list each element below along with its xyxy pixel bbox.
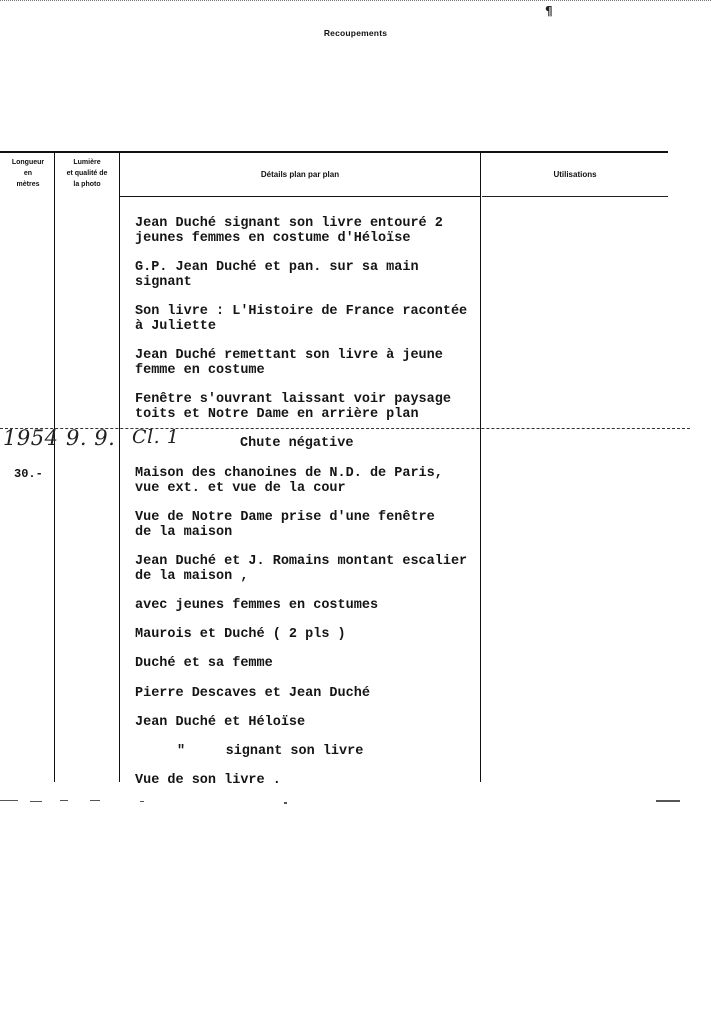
shot-entry: " signant son livre xyxy=(177,744,364,759)
shot-entry: avec jeunes femmes en costumes xyxy=(135,598,379,613)
chute-label: Chute négative xyxy=(240,436,354,451)
column-header-uses: Utilisations xyxy=(553,170,597,179)
shot-entry: Fenêtre s'ouvrant laissant voir paysage toits et Notre Dame en arrière plan xyxy=(135,392,451,422)
shot-entry: Maison des chanoines de N.D. de Paris, vue ext. et vue de la cour xyxy=(135,466,443,496)
header-underline-uses xyxy=(482,196,668,197)
shot-entry: Son livre : L'Histoire de France racontée à Juliette xyxy=(135,304,468,334)
corner-mark: ¶ xyxy=(545,4,553,18)
shot-entry: Jean Duché et Héloïse xyxy=(135,715,306,730)
column-divider-1 xyxy=(54,152,55,782)
page-title: Recoupements xyxy=(323,28,388,38)
shot-entry: Jean Duché remettant son livre à jeune femme en costume xyxy=(135,348,443,378)
header-underline xyxy=(120,196,480,197)
top-scan-edge xyxy=(0,0,711,7)
handwritten-clip: Cl. 1 xyxy=(132,426,180,448)
shot-entry: Jean Duché signant son livre entouré 2 jeunes femmes en costume d'Héloïse xyxy=(135,216,443,246)
shot-entry: Duché et sa femme xyxy=(135,656,273,671)
table-top-rule xyxy=(0,151,668,153)
handwritten-year: 1954 xyxy=(3,426,59,450)
column-header-length: Longueur en mètres xyxy=(11,159,45,188)
shot-entry: Jean Duché et J. Romains montant escalier de la maison , xyxy=(135,554,468,584)
column-divider-2 xyxy=(119,152,120,782)
shot-entry: Pierre Descaves et Jean Duché xyxy=(135,686,370,701)
shot-entry: G.P. Jean Duché et pan. sur sa main signant xyxy=(135,260,419,290)
shot-entry: Vue de son livre . xyxy=(135,773,281,788)
length-value: 30.- xyxy=(14,467,43,481)
shot-entry: Maurois et Duché ( 2 pls ) xyxy=(135,627,346,642)
scan-marks xyxy=(0,798,711,810)
column-header-quality: Lumière et qualité de la photo xyxy=(66,159,108,188)
handwritten-date: 9. 9. xyxy=(66,426,116,450)
column-divider-3 xyxy=(480,152,481,782)
shot-entry: Vue de Notre Dame prise d'une fenêtre de la maison xyxy=(135,510,435,540)
column-header-details: Détails plan par plan xyxy=(260,170,340,179)
